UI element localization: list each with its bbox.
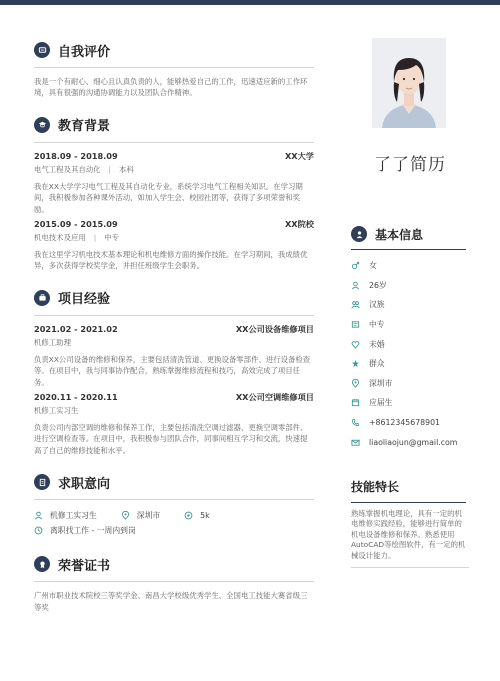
graduation-cap-icon — [34, 117, 50, 133]
section-title: 求职意向 — [58, 476, 111, 492]
info-location: 深圳市 — [351, 374, 469, 394]
skills-text: 熟练掌握机电理论，具有一定的机电维修实践经验，能够进行简单的机电设备维修和保养。熟悉使用AutoCAD等绘图软件，有一定的机械设计能力。 — [351, 508, 466, 560]
divider — [351, 249, 466, 250]
info-phone: +8612345678901 — [351, 413, 469, 433]
entry-date: 2015.09 - 2015.09 — [34, 219, 118, 230]
gender-icon — [351, 261, 360, 270]
entry-degree: 本科 — [119, 164, 134, 174]
info-email: liaoliaojun@gmail.com — [351, 432, 469, 452]
project-entry — [34, 324, 314, 388]
entry-degree: 中专 — [104, 233, 120, 243]
salary-icon — [184, 511, 193, 520]
education-entry: 2015.09 - 2015.09 XX院校 机电技术及应用 | 中专 我在这里学习机电技术基本理论和机电维修方面的操作技能。在学习期间，我成绩优异，多次获得学校奖学金，并担任班级学生会职务。 — [34, 219, 314, 271]
entry-project: XX公司设备维修项目 — [235, 323, 314, 334]
ethnicity-icon — [351, 300, 360, 309]
project-entry — [34, 392, 314, 456]
entry-date: 2020.11 - 2020.11 — [34, 392, 118, 403]
entry-description: 负责公司内部空调的维修和保养工作，主要包括清洗空调过滤器、更换空调零部件、进行空调检查等。在项目中，我积极参与团队合作，同事间相互学习和交流，快速提高了自己的维修技能和水平。 — [34, 423, 308, 455]
section-title: 技能特长 — [351, 480, 400, 495]
main-column — [34, 38, 314, 627]
education-icon — [351, 320, 360, 329]
user-icon — [34, 511, 43, 520]
section-title: 基本信息 — [375, 227, 424, 242]
location-icon — [121, 511, 130, 520]
divider — [34, 581, 314, 582]
info-graduate: 应届生 — [351, 393, 469, 413]
person-icon — [351, 226, 367, 242]
section-title: 自我评价 — [58, 44, 111, 60]
job-intent-section — [34, 470, 314, 538]
entry-description: 我在XX大学学习电气工程及其自动化专业，系统学习电气工程相关知识。在学习期间，我积极参加各种课外活动，如加入学生会、校园社团等，获得了多项荣誉和奖励。 — [34, 181, 303, 214]
education-entry: 2018.09 - 2018.09 XX大学 电气工程及其自动化 | 本科 我在XX大学学习电气工程及其自动化专业，系统学习电气工程相关知识。在学习期间，我积极参加各种课外活动，如加入学生会、校园社团等，获得了多项荣誉和奖励。 — [34, 150, 314, 214]
entry-school: XX大学 — [284, 150, 314, 161]
divider — [34, 142, 314, 143]
section-title: 教育背景 — [58, 119, 111, 135]
basic-info-section — [351, 223, 469, 452]
section-title: 荣誉证书 — [58, 558, 111, 574]
entry-major: 电气工程及其自动化 — [34, 164, 101, 174]
info-education: 中专 — [351, 315, 469, 335]
divider — [351, 502, 466, 503]
info-ethnicity: 汉族 — [351, 295, 469, 315]
intent-city: 深圳市 — [136, 511, 161, 521]
entry-description: 负责XX公司设备的维修和保养，主要包括清洗管道、更换设备零部件、进行设备检查等。在项目中，我与同事协作配合，熟练掌握维修流程和技巧，高效完成了项目任务。 — [34, 354, 311, 387]
info-gender: 女 — [351, 256, 469, 276]
honors-section — [34, 552, 314, 613]
entry-major: 机电技术及应用 — [34, 233, 86, 243]
intent-status: 离职找工作 - 一周内到岗 — [50, 526, 136, 536]
email-icon — [351, 438, 360, 447]
entry-role: 机修工助理 — [34, 337, 71, 347]
skills-section — [351, 476, 469, 569]
profile-photo — [372, 38, 446, 128]
age-icon — [351, 281, 360, 290]
self-evaluation-section — [34, 38, 314, 99]
clock-icon — [34, 526, 43, 535]
location-icon — [351, 379, 360, 388]
intent-position: 机修工实习生 — [50, 511, 97, 521]
intent-salary: 5k — [200, 511, 210, 521]
comment-icon — [34, 42, 50, 58]
divider — [34, 499, 314, 500]
section-title: 项目经验 — [58, 292, 111, 308]
entry-project: XX公司空调维修项目 — [235, 392, 314, 403]
document-icon — [34, 474, 50, 490]
entry-date: 2021.02 - 2021.02 — [34, 323, 118, 334]
project-section — [34, 286, 314, 456]
info-age: 26岁 — [351, 276, 469, 296]
info-marital: 未婚 — [351, 334, 469, 354]
divider — [351, 567, 469, 568]
politics-icon — [351, 359, 360, 368]
info-politics: 群众 — [351, 354, 469, 374]
entry-role: 机修工实习生 — [34, 406, 79, 416]
briefcase-icon — [34, 290, 50, 306]
resume-name: 了了简历 — [374, 155, 446, 175]
entry-date: 2018.09 - 2018.09 — [34, 150, 118, 161]
divider — [34, 315, 314, 316]
top-accent-bar — [0, 0, 500, 5]
award-icon — [34, 556, 50, 572]
sidebar-column — [351, 38, 469, 568]
entry-description: 我在这里学习机电技术基本理论和机电维修方面的操作技能。在学习期间，我成绩优异，多次获得学校奖学金，并担任班级学生会职务。 — [34, 250, 308, 271]
honors-text: 广州市职业技术院校三等奖学金、南昌大学校级优秀学生、全国电工技能大赛省级三等奖 — [34, 591, 308, 612]
divider — [34, 67, 314, 68]
entry-school: XX院校 — [284, 219, 314, 230]
phone-icon — [351, 418, 360, 427]
education-section — [34, 113, 314, 272]
calendar-icon — [351, 398, 360, 407]
marital-icon — [351, 340, 360, 349]
self-evaluation-text: 我是一个有耐心、细心且认真负责的人，能够热爱自己的工作，迅速适应新的工作环境，具有很强的沟通协调能力以及团队合作精神。 — [34, 77, 308, 98]
